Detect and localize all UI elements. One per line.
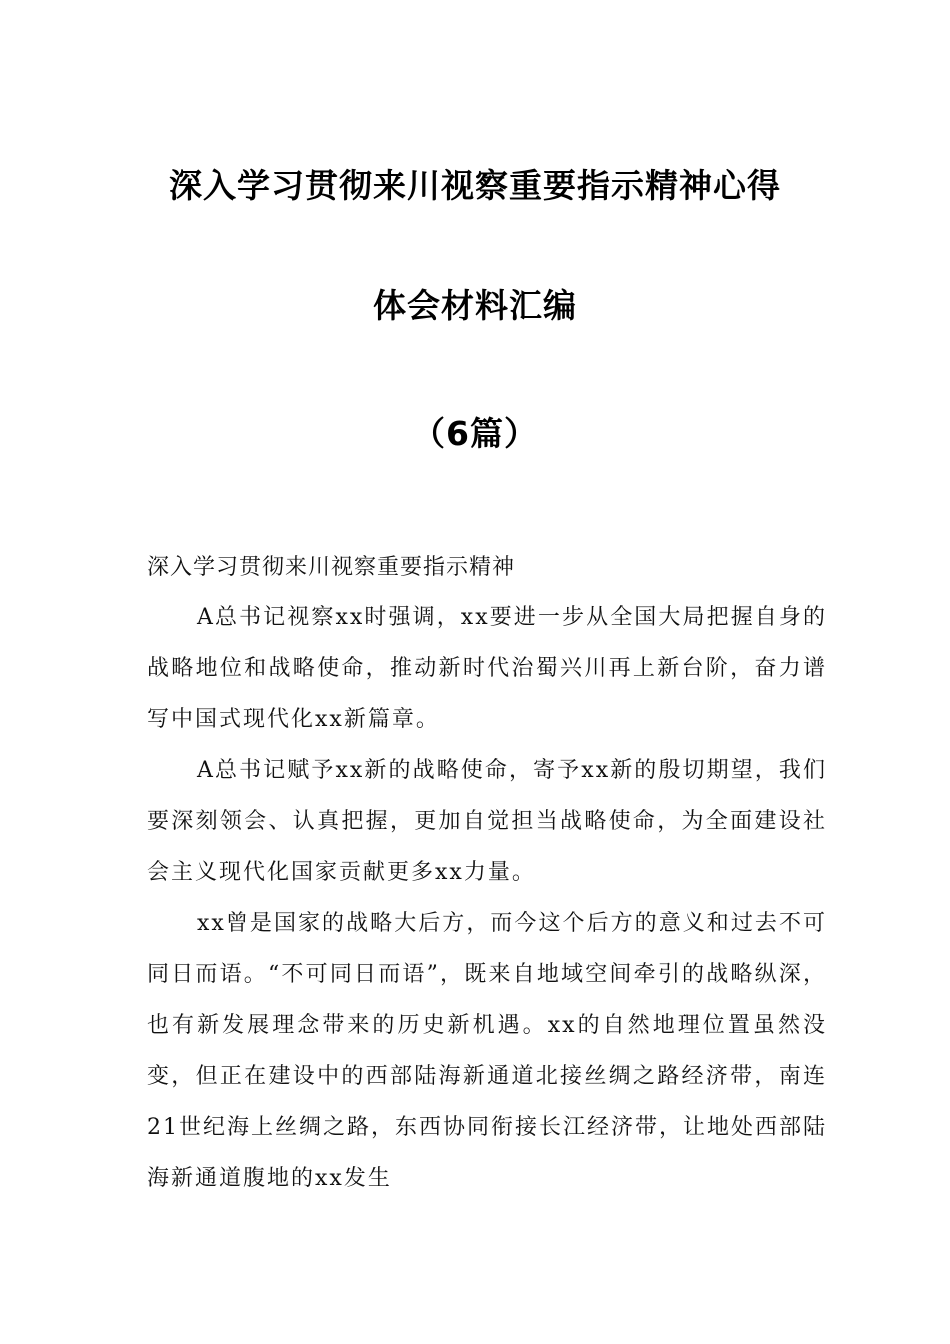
body-paragraph: A总书记赋予xx新的战略使命，寄予xx新的殷切期望，我们要深刻领会、认真把握，更加自觉担当战略使命，为全面建设社会主义现代化国家贡献更多xx力量。 [147,758,827,885]
body-paragraph: xx曾是国家的战略大后方，而今这个后方的意义和过去不可同日而语。“不可同日而语”，既来自地域空间牵引的战略纵深，也有新发展理念带来的历史新机遇。xx的自然地理位置虽然没变，但正在建设中的西部陆海新通道北接丝绸之路经济带，南连21世纪海上丝绸之路，东西协同衔接长江经济带，让地处西部陆海新通道腹地的xx发生 [147,911,827,1191]
document-title-line-2: 体会材料汇编 [373,286,577,325]
document-title-line-1: 深入学习贯彻来川视察重要指示精神心得 [169,166,781,205]
document-title-count: （6篇） [412,414,538,453]
section-heading: 深入学习贯彻来川视察重要指示精神 [147,555,516,580]
document-body [147,548,827,1204]
body-paragraph: A总书记视察xx时强调，xx要进一步从全国大局把握自身的战略地位和战略使命，推动新时代治蜀兴川再上新台阶，奋力谱写中国式现代化xx新篇章。 [147,605,827,732]
